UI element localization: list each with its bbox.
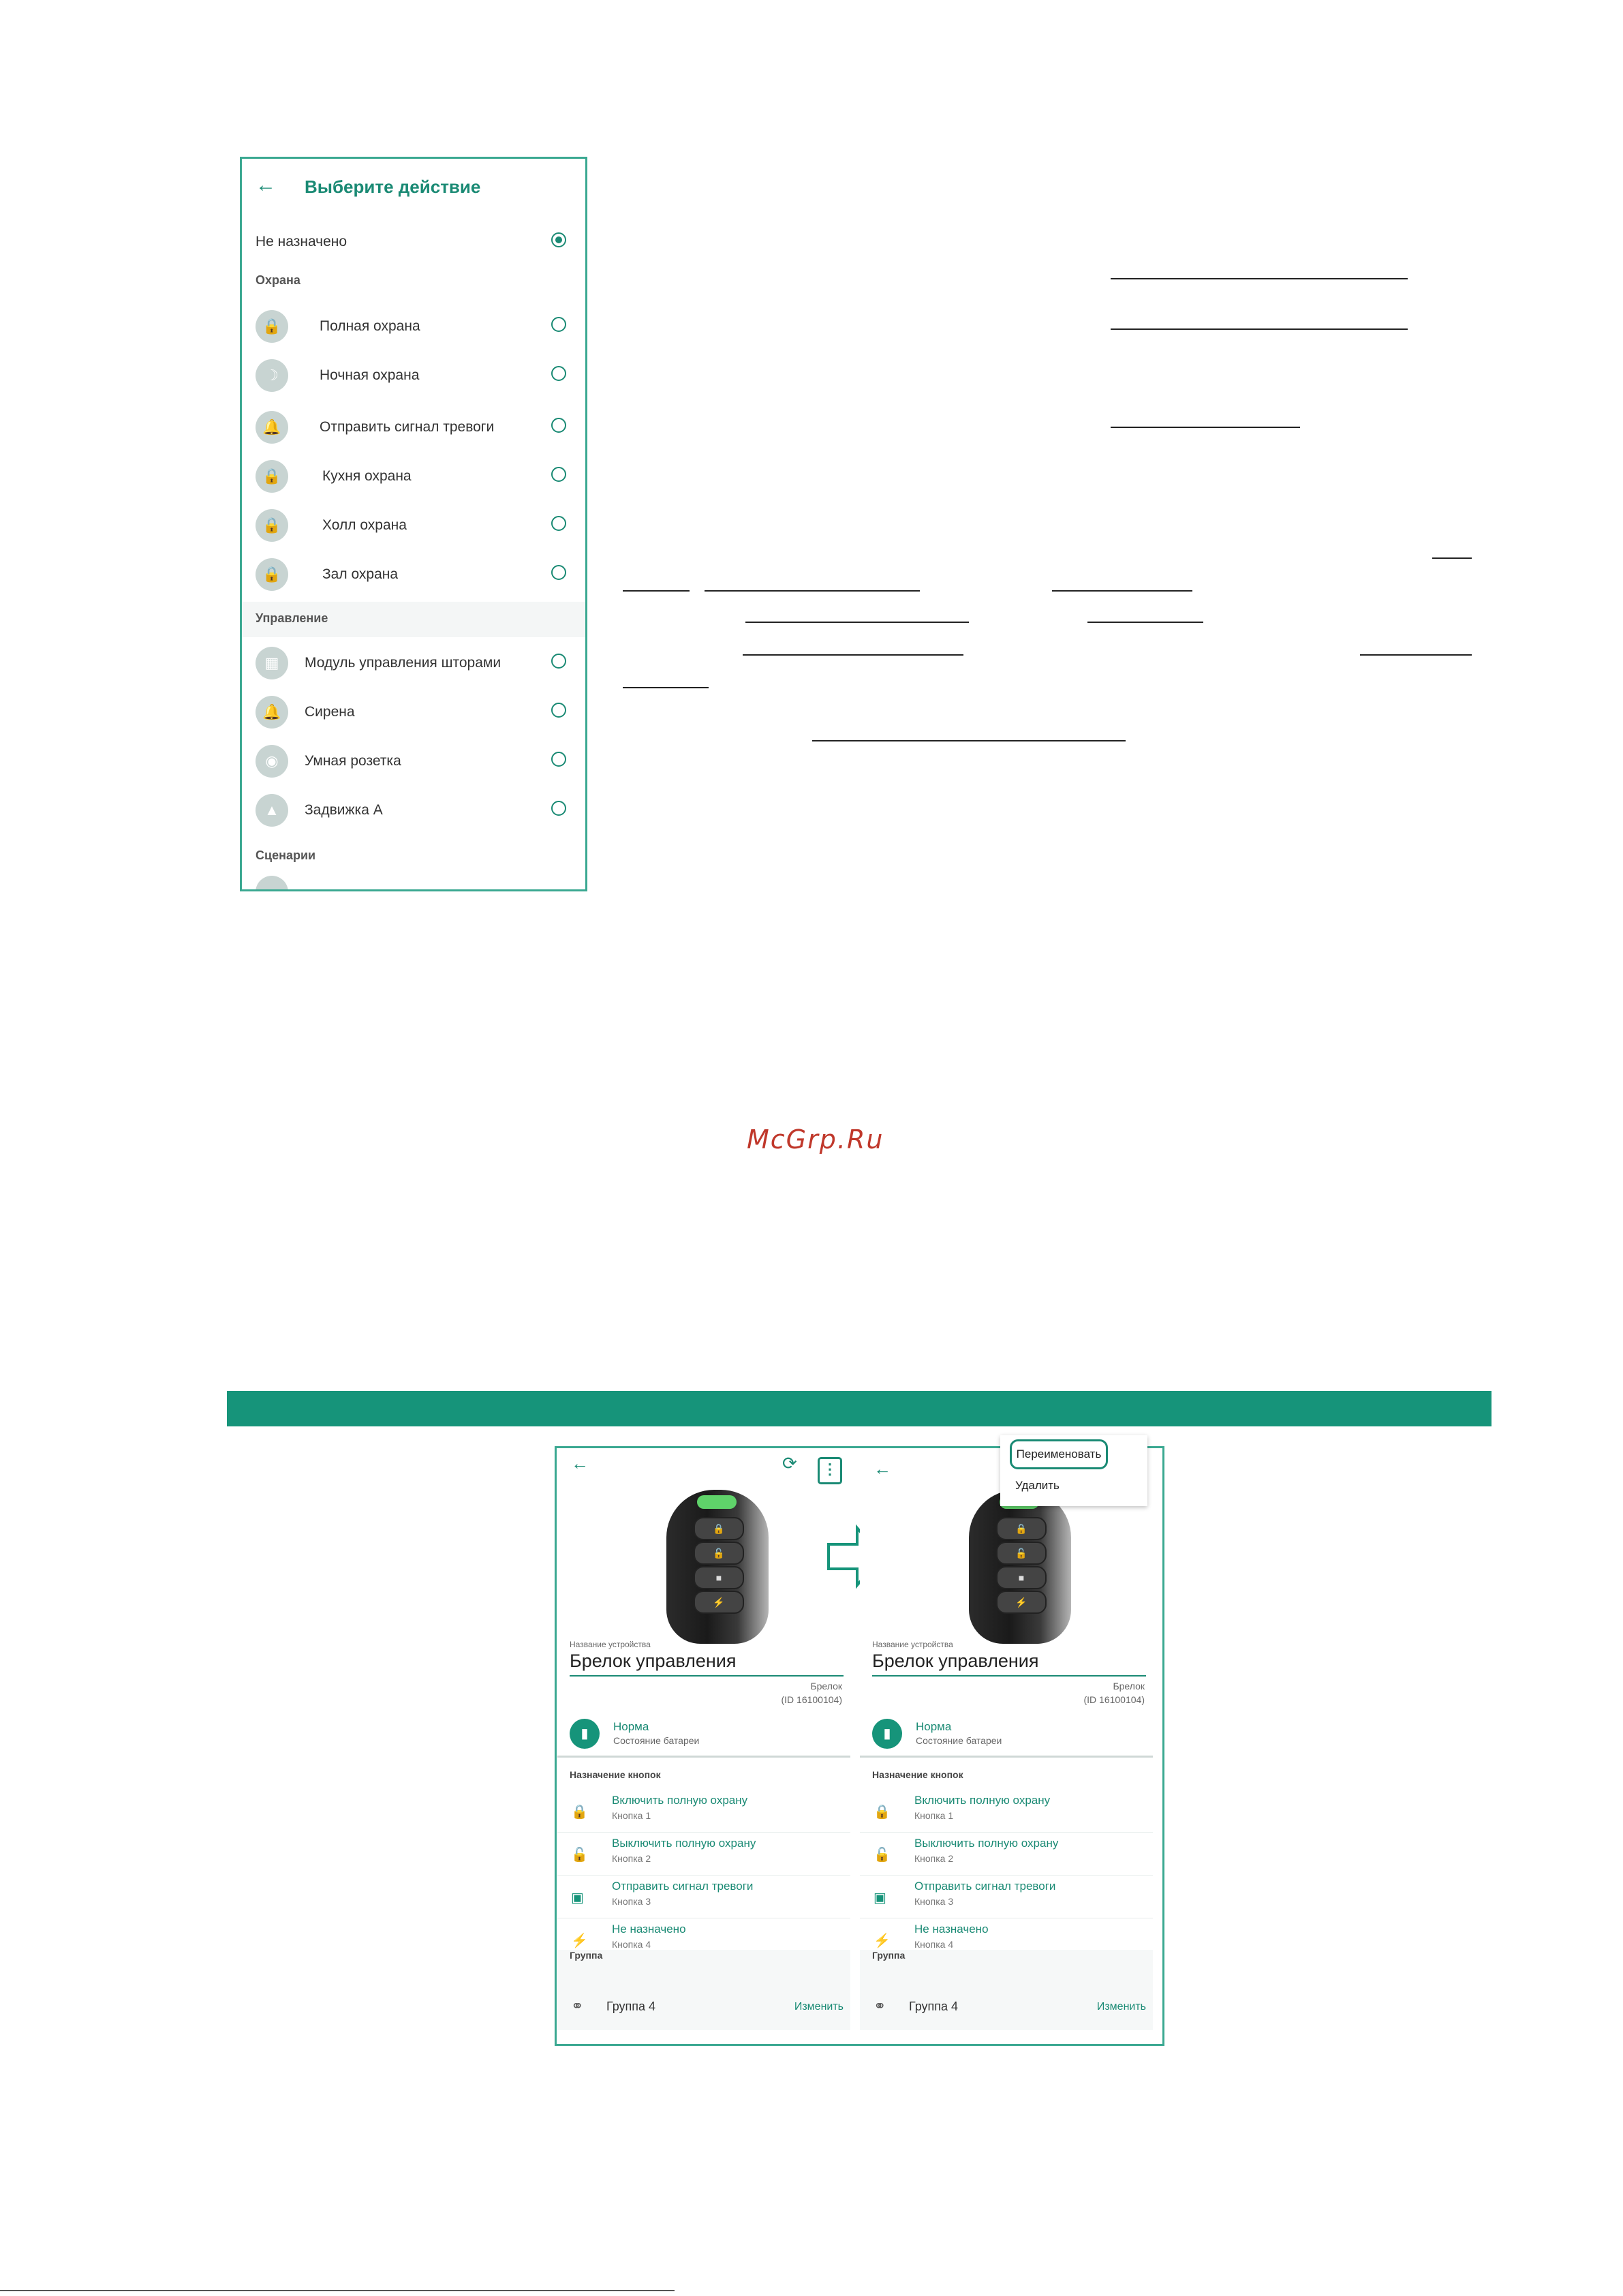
button-action: Отправить сигнал тревоги (612, 1880, 754, 1893)
button-key: Кнопка 3 (914, 1896, 954, 1907)
fob-button-unlock-icon: 🔓 (996, 1542, 1047, 1565)
device-name-field[interactable]: Брелок управления (872, 1651, 1039, 1671)
alarm-icon: ▣ (874, 1891, 886, 1905)
button-action: Включить полную охрану (914, 1794, 1051, 1807)
group-tree-icon: ⚭ (874, 1997, 886, 2015)
footer-rule (0, 2290, 675, 2291)
fob-button-unlock-icon: 🔓 (694, 1542, 744, 1565)
fob-button-alarm-icon: ■ (996, 1566, 1047, 1589)
button-action: Выключить полную охрану (914, 1837, 1059, 1850)
text-underline (1111, 328, 1408, 330)
group-name: Группа 4 (909, 2000, 959, 2013)
device-screen-before (557, 1449, 857, 2043)
radio[interactable] (551, 418, 566, 433)
battery-icon: ▮ (570, 1719, 600, 1749)
button-action: Отправить сигнал тревоги (914, 1880, 1056, 1893)
button-assignment-row[interactable] (557, 1790, 850, 1833)
section-control: Управление (256, 611, 328, 625)
option-night-arm[interactable] (242, 355, 585, 396)
led-indicator (697, 1495, 737, 1509)
fob-button-bolt-icon: ⚡ (694, 1591, 744, 1614)
button-key: Кнопка 2 (914, 1853, 954, 1864)
fob-button-lock-icon: 🔒 (996, 1517, 1047, 1540)
refresh-icon[interactable]: ⟳ (782, 1453, 797, 1473)
text-underline (743, 654, 963, 656)
text-underline (1111, 427, 1300, 428)
device-type: Брелок (810, 1681, 842, 1692)
option-send-alarm[interactable] (242, 407, 585, 448)
button-key: Кнопка 4 (612, 1939, 651, 1950)
group-section-title: Группа (570, 1950, 603, 1961)
option-curtain-module[interactable] (242, 643, 585, 684)
lock-icon: 🔒 (874, 1805, 891, 1820)
button-key: Кнопка 3 (612, 1896, 651, 1907)
button-action: Выключить полную охрану (612, 1837, 756, 1850)
button-assignment-row[interactable] (860, 1790, 1153, 1833)
overflow-menu (1000, 1435, 1147, 1506)
name-caption: Название устройства (570, 1640, 651, 1649)
back-arrow-icon[interactable]: ← (571, 1453, 589, 1473)
radio[interactable] (551, 317, 566, 332)
radio[interactable] (551, 366, 566, 381)
lock-icon: 🔒 (256, 310, 288, 343)
radio[interactable] (551, 467, 566, 482)
fob-button-lock-icon: 🔒 (694, 1517, 744, 1540)
text-underline (705, 590, 920, 592)
buttons-section-title: Назначение кнопок (872, 1769, 963, 1780)
option-valve[interactable] (242, 790, 585, 831)
text-underline (1052, 590, 1192, 592)
text-underline (745, 622, 969, 623)
scenario-icon (256, 876, 288, 891)
button-key: Кнопка 2 (612, 1853, 651, 1864)
option-smart-socket[interactable] (242, 741, 585, 782)
option-label: Холл охрана (322, 517, 407, 533)
lock-icon: 🔒 (256, 509, 288, 542)
option-label: Модуль управления шторами (305, 655, 501, 671)
header (242, 159, 585, 213)
moon-icon: ☽ (256, 359, 288, 392)
option-hall-arm[interactable] (242, 505, 585, 546)
radio-selected[interactable] (551, 232, 566, 247)
group-section-title: Группа (872, 1950, 906, 1961)
option-full-arm[interactable] (242, 306, 585, 347)
option-siren[interactable] (242, 692, 585, 733)
siren-icon: 🔔 (256, 696, 288, 729)
battery-status: Норма (916, 1720, 952, 1733)
option-label: Сирена (305, 704, 355, 720)
more-menu-icon[interactable]: ⋮ (818, 1457, 842, 1484)
text-underline (623, 687, 709, 688)
option-label: Полная охрана (320, 318, 420, 334)
radio[interactable] (551, 801, 566, 816)
radio[interactable] (551, 752, 566, 767)
alarm-bell-icon: 🔔 (256, 411, 288, 444)
option-label: Зал охрана (322, 566, 399, 582)
unlock-icon: 🔓 (874, 1848, 891, 1863)
group-section (860, 1950, 1153, 2030)
device-id: (ID 16100104) (1083, 1694, 1145, 1705)
group-tree-icon: ⚭ (571, 1997, 584, 2015)
rename-menu-item[interactable]: Переименовать (1010, 1439, 1108, 1469)
text-underline (1360, 654, 1472, 656)
section-scenarios: Сценарии (256, 848, 316, 862)
text-underline (1111, 278, 1408, 279)
button-action: Не назначено (612, 1923, 686, 1935)
option-not-assigned[interactable] (242, 221, 585, 262)
action-select-screen (240, 157, 587, 891)
screen-title: Выберите действие (305, 177, 481, 197)
delete-menu-item[interactable]: Удалить (1015, 1479, 1060, 1492)
back-arrow-icon[interactable]: ← (256, 174, 276, 196)
watermark: McGrp.Ru (747, 1124, 884, 1154)
lock-icon: 🔒 (571, 1805, 588, 1820)
button-assignment-row[interactable] (860, 1833, 1153, 1876)
option-label: Ночная охрана (320, 367, 420, 383)
device-id: (ID 16100104) (781, 1694, 842, 1705)
option-label: Умная розетка (305, 753, 401, 769)
battery-icon: ▮ (872, 1719, 902, 1749)
text-underline (1087, 622, 1203, 623)
device-screen-after (860, 1449, 1160, 2043)
name-underline (570, 1675, 844, 1677)
option-label: Задвижка А (305, 802, 383, 818)
keyfob-image (969, 1490, 1071, 1644)
button-key: Кнопка 1 (612, 1810, 651, 1821)
back-arrow-icon[interactable]: ← (874, 1458, 891, 1479)
bolt-icon: ⚡ (874, 1933, 891, 1948)
section-security: Охрана (256, 273, 300, 287)
button-assignment-row[interactable] (557, 1833, 850, 1876)
option-label: Не назначено (256, 234, 347, 249)
group-name: Группа 4 (606, 2000, 656, 2013)
button-assignment-row[interactable] (557, 1876, 850, 1918)
fob-button-alarm-icon: ■ (694, 1566, 744, 1589)
section-header-band (227, 1391, 1491, 1426)
curtain-icon: ▦ (256, 647, 288, 679)
fob-button-bolt-icon: ⚡ (996, 1591, 1047, 1614)
group-edit-button[interactable]: Изменить (1096, 2001, 1146, 2012)
device-name-field[interactable]: Брелок управления (570, 1651, 737, 1671)
group-edit-button[interactable]: Изменить (794, 2001, 844, 2012)
alarm-icon: ▣ (571, 1891, 584, 1905)
radio[interactable] (551, 703, 566, 718)
unlock-icon: 🔓 (571, 1848, 588, 1863)
button-key: Кнопка 4 (914, 1939, 954, 1950)
option-label: Кухня охрана (322, 468, 412, 484)
radio[interactable] (551, 654, 566, 669)
radio[interactable] (551, 516, 566, 531)
name-caption: Название устройства (872, 1640, 953, 1649)
device-type: Брелок (1113, 1681, 1145, 1692)
valve-icon: ▲ (256, 794, 288, 827)
divider (860, 1756, 1153, 1758)
battery-label: Состояние батареи (916, 1735, 1002, 1746)
option-label: Отправить сигнал тревоги (320, 419, 495, 435)
radio[interactable] (551, 565, 566, 580)
button-key: Кнопка 1 (914, 1810, 954, 1821)
button-action: Не назначено (914, 1923, 989, 1935)
option-hall2-arm[interactable] (242, 554, 585, 595)
divider (557, 1756, 850, 1758)
option-kitchen-arm[interactable] (242, 456, 585, 497)
text-underline (1432, 557, 1472, 559)
name-underline (872, 1675, 1146, 1677)
text-underline (623, 590, 690, 592)
battery-status: Норма (613, 1720, 649, 1733)
button-assignment-row[interactable] (860, 1876, 1153, 1918)
bolt-icon: ⚡ (571, 1933, 588, 1948)
keyfob-image (666, 1490, 769, 1644)
buttons-section-title: Назначение кнопок (570, 1769, 661, 1780)
group-section (557, 1950, 850, 2030)
socket-icon: ◉ (256, 745, 288, 778)
button-action: Включить полную охрану (612, 1794, 748, 1807)
battery-label: Состояние батареи (613, 1735, 700, 1746)
lock-icon: 🔒 (256, 460, 288, 493)
lock-icon: 🔒 (256, 558, 288, 591)
text-underline (812, 740, 1126, 741)
